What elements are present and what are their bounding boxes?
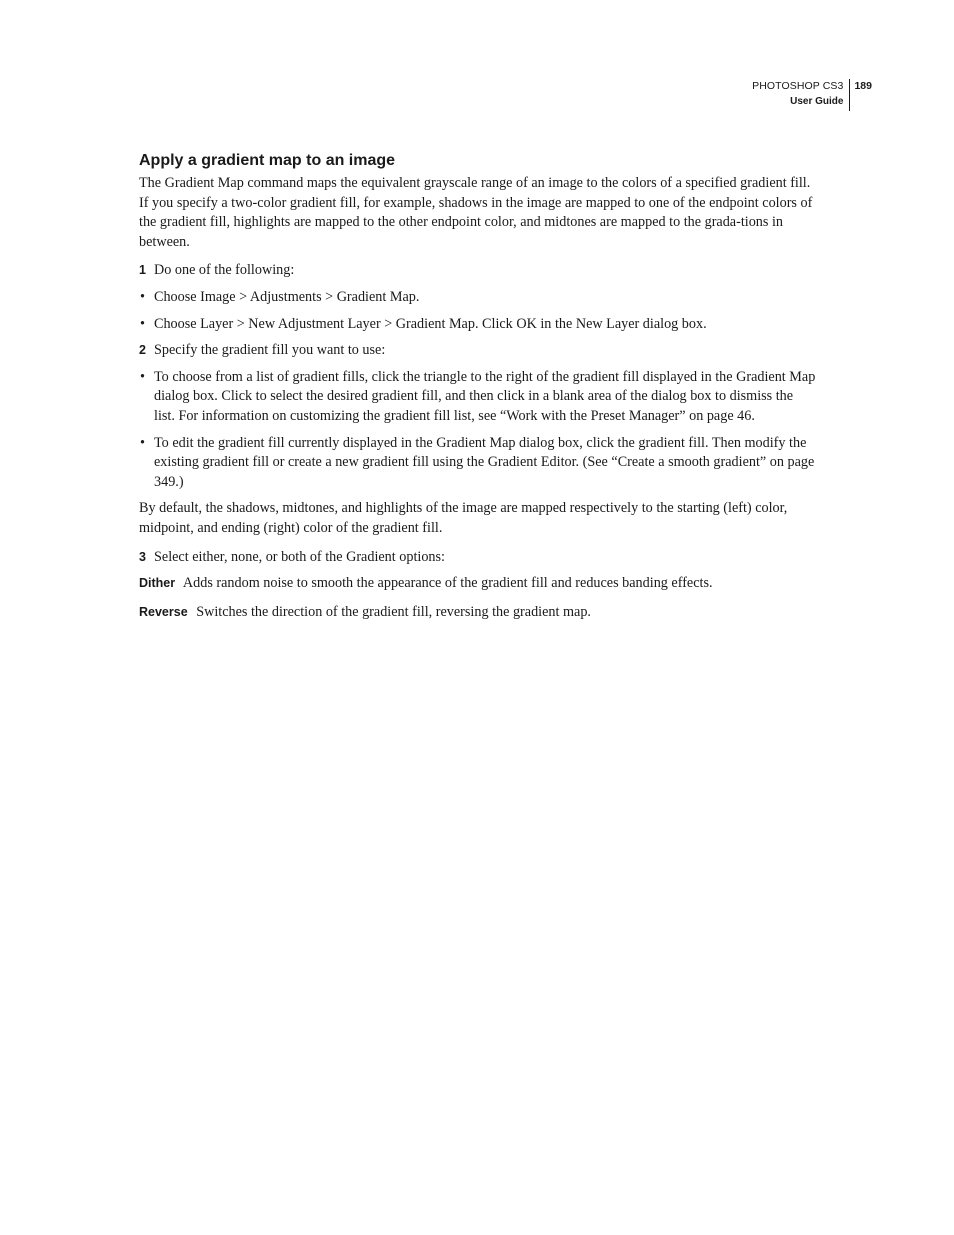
- list-item: [139, 315, 817, 335]
- bullet-icon: •: [140, 315, 145, 332]
- bullet-icon: •: [140, 434, 145, 451]
- main-content: [139, 150, 817, 631]
- bullet-text: Choose Layer > New Adjustment Layer > Gradient Map. Click OK in the New Layer dialog box.: [154, 315, 707, 332]
- header-title-block: [752, 79, 850, 111]
- bullet-text: To edit the gradient fill currently displayed in the Gradient Map dialog box, click the gradient fill. Then modify the existing gradient fill or create a new gradient fill using the Gradient Editor. (See “Create a smooth gradient” on page 349.): [154, 434, 815, 490]
- option-description: Adds random noise to smooth the appearance of the gradient fill and reduces banding effects.: [182, 575, 713, 592]
- bullet-icon: •: [140, 368, 145, 385]
- option-term: Dither: [139, 576, 176, 591]
- step-text: Do one of the following:: [154, 262, 295, 279]
- list-item: [139, 434, 817, 493]
- list-item: [139, 288, 817, 308]
- list-item: [139, 368, 817, 427]
- bullet-icon: •: [140, 288, 145, 305]
- running-header: [752, 79, 872, 111]
- step-1: [139, 261, 817, 281]
- bullet-text: To choose from a list of gradient fills, click the triangle to the right of the gradient fill displayed in the Gradient Map dialog box. Click to select the desired gradient fill, and then click in a blank area of the dialog box to dismiss the list. For information on customizing the gradient fill list, see “Work with the Preset Manager” on page 46.: [154, 368, 816, 424]
- option-description: Switches the direction of the gradient fill, reversing the gradient map.: [196, 603, 591, 620]
- option-dither: [139, 574, 817, 594]
- section-title: Apply a gradient map to an image: [139, 152, 396, 169]
- step-number: 2: [139, 343, 146, 358]
- default-mapping-paragraph: By default, the shadows, midtones, and highlights of the image are mapped respectively to the starting (left) color, midpoint, and ending (right) color of the gradient fill.: [139, 500, 788, 536]
- step-number: 1: [139, 263, 146, 278]
- step-text: Specify the gradient fill you want to use:: [154, 342, 386, 359]
- step-3: [139, 548, 817, 568]
- step-2: [139, 341, 817, 361]
- option-reverse: [139, 603, 817, 623]
- step-text: Select either, none, or both of the Gradient options:: [154, 548, 445, 565]
- option-term: Reverse: [139, 604, 188, 619]
- header-product-name: PHOTOSHOP CS3: [752, 80, 844, 92]
- page-number: 189: [854, 80, 872, 92]
- intro-paragraph: The Gradient Map command maps the equivalent grayscale range of an image to the colors of a specified gradient fill. If you specify a two-color gradient fill, for example, shadows in the image are mapped to one of the endpoint colors of the gradient fill, highlights are mapped to the other endpoint color, and midtones are mapped to the grada-tions in between.: [139, 175, 813, 250]
- bullet-text: Choose Image > Adjustments > Gradient Map.: [154, 288, 420, 305]
- header-guide-name: User Guide: [790, 96, 844, 107]
- step-number: 3: [139, 549, 146, 564]
